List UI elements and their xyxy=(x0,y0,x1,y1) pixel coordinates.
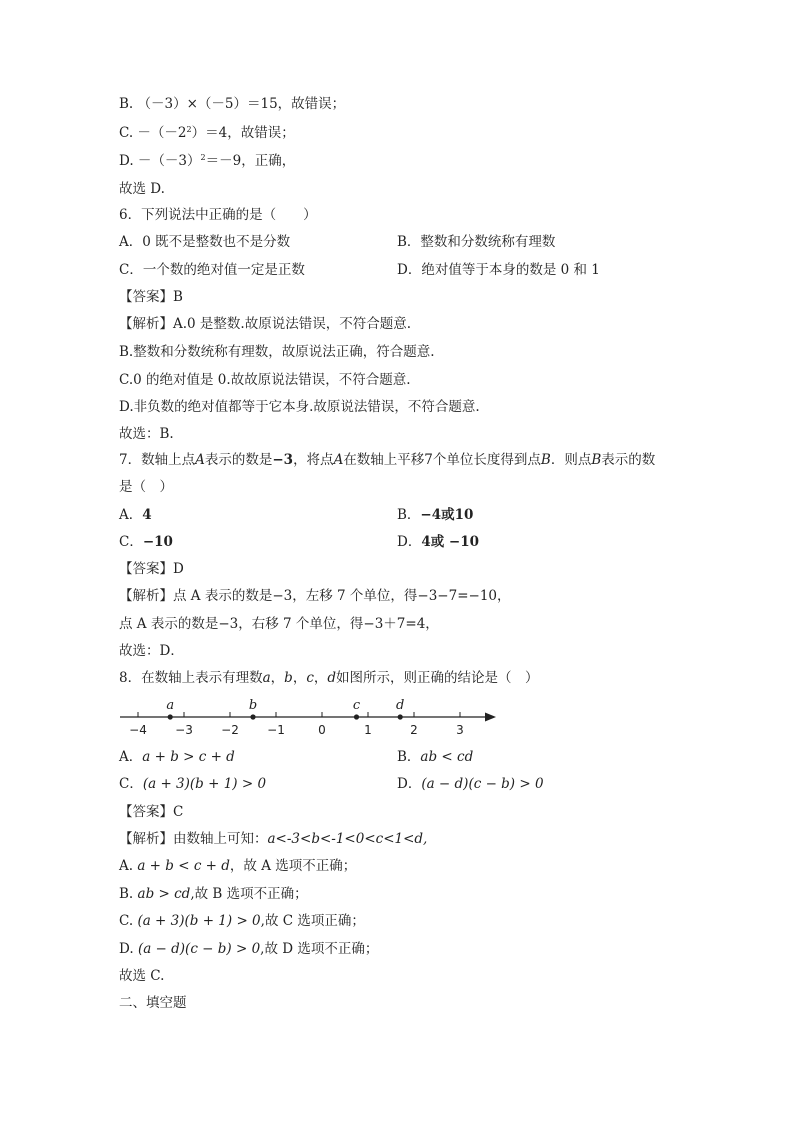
q7-stem: 7．数轴上点A表示的数是−3，将点A在数轴上平移7个单位长度得到点B．则点B表示的数 xyxy=(119,452,656,468)
q5-option-b-analysis: B. （－3）×（－5）＝15，故错误； xyxy=(119,96,346,112)
q7-analysis-line: 【解析】点 A 表示的数是−3，左移 7 个单位，得−3−7=−10， xyxy=(119,588,511,604)
axis-arrowhead xyxy=(485,713,496,722)
point-d-label: d xyxy=(396,698,405,713)
q6-analysis-line: C.0 的绝对值是 0.故故原说法错误，不符合题意. xyxy=(119,372,411,388)
q6-stem: 6．下列说法中正确的是（ ） xyxy=(119,207,317,223)
q8-analysis-line: C. (a + 3)(b + 1) > 0,故 C 选项正确； xyxy=(119,913,365,929)
q6-analysis-line: B.整数和分数统称有理数，故原说法正确，符合题意. xyxy=(119,344,435,360)
q7-option-c: C．−10 xyxy=(119,534,173,550)
point-b-dot xyxy=(250,714,255,719)
point-d-dot xyxy=(398,714,403,719)
q6-answer: 【答案】B xyxy=(119,289,183,305)
q8-analysis-line: A. a + b < c + d，故 A 选项不正确； xyxy=(119,858,357,874)
q8-analysis-line: 【解析】由数轴上可知：a<-3<b<-1<0<c<1<d, xyxy=(119,831,428,847)
tick-label: 1 xyxy=(364,723,372,737)
point-a-label: a xyxy=(166,698,175,713)
q7-option-b: B．−4或10 xyxy=(397,507,474,523)
q5-option-c-analysis: C. $-(-2^2)=4$，故错误； xyxy=(119,125,295,141)
q8-analysis-line: D. (a − d)(c − b) > 0,故 D 选项不正确； xyxy=(119,941,379,957)
q8-answer: 【答案】C xyxy=(119,804,184,820)
q6-option-c: C．一个数的绝对值一定是正数 xyxy=(119,262,305,278)
q8-stem: 8．在数轴上表示有理数a，b，c，d如图所示，则正确的结论是（ ） xyxy=(119,670,539,686)
q8-option-a: A．a + b > c + d xyxy=(119,749,235,765)
q6-option-b: B．整数和分数统称有理数 xyxy=(397,234,556,250)
q8-option-c: C．(a + 3)(b + 1) > 0 xyxy=(119,776,267,792)
q7-answer: 【答案】D xyxy=(119,561,184,577)
q5-conclusion: 故选 D. xyxy=(119,181,165,197)
q6-analysis-line: 【解析】A.0 是整数.故原说法错误，不符合题意. xyxy=(119,316,412,332)
point-b-label: b xyxy=(248,698,258,713)
tick-label: −1 xyxy=(267,723,285,737)
point-c-label: c xyxy=(352,698,361,713)
q8-conclusion: 故选 C. xyxy=(119,968,165,984)
q8-analysis-line: B. ab > cd,故 B 选项不正确； xyxy=(119,886,308,902)
tick-label: −4 xyxy=(129,723,147,737)
section-title: 二、填空题 xyxy=(119,995,187,1011)
q6-option-a: A．0 既不是整数也不是分数 xyxy=(119,234,291,250)
tick-label: 2 xyxy=(410,723,418,737)
q7-stem-line2: 是（ ） xyxy=(119,479,173,495)
number-line-figure xyxy=(110,688,510,740)
tick-label: −3 xyxy=(175,723,193,737)
q6-option-d: D．绝对值等于本身的数是 0 和 1 xyxy=(397,262,600,278)
q5-option-d-analysis: D. $-(-3)^2=-9$，正确， xyxy=(119,153,296,169)
tick-label: 0 xyxy=(318,723,326,737)
q7-analysis-line: 点 A 表示的数是−3，右移 7 个单位，得−3＋7=4， xyxy=(119,616,439,632)
q6-analysis-line: D.非负数的绝对值都等于它本身.故原说法错误，不符合题意. xyxy=(119,399,480,415)
q7-option-d: D．4或 −10 xyxy=(397,534,480,550)
q8-option-d: D．(a − d)(c − b) > 0 xyxy=(397,776,544,792)
q6-analysis-line: 故选：B. xyxy=(119,426,174,442)
point-c-dot xyxy=(354,714,359,719)
point-a-dot xyxy=(168,714,173,719)
tick-label: −2 xyxy=(221,723,239,737)
tick-label: 3 xyxy=(456,723,464,737)
q7-option-a: A．4 xyxy=(119,507,152,523)
q8-option-b: B．ab < cd xyxy=(397,749,474,765)
q7-analysis-line: 故选：D． xyxy=(119,643,184,659)
